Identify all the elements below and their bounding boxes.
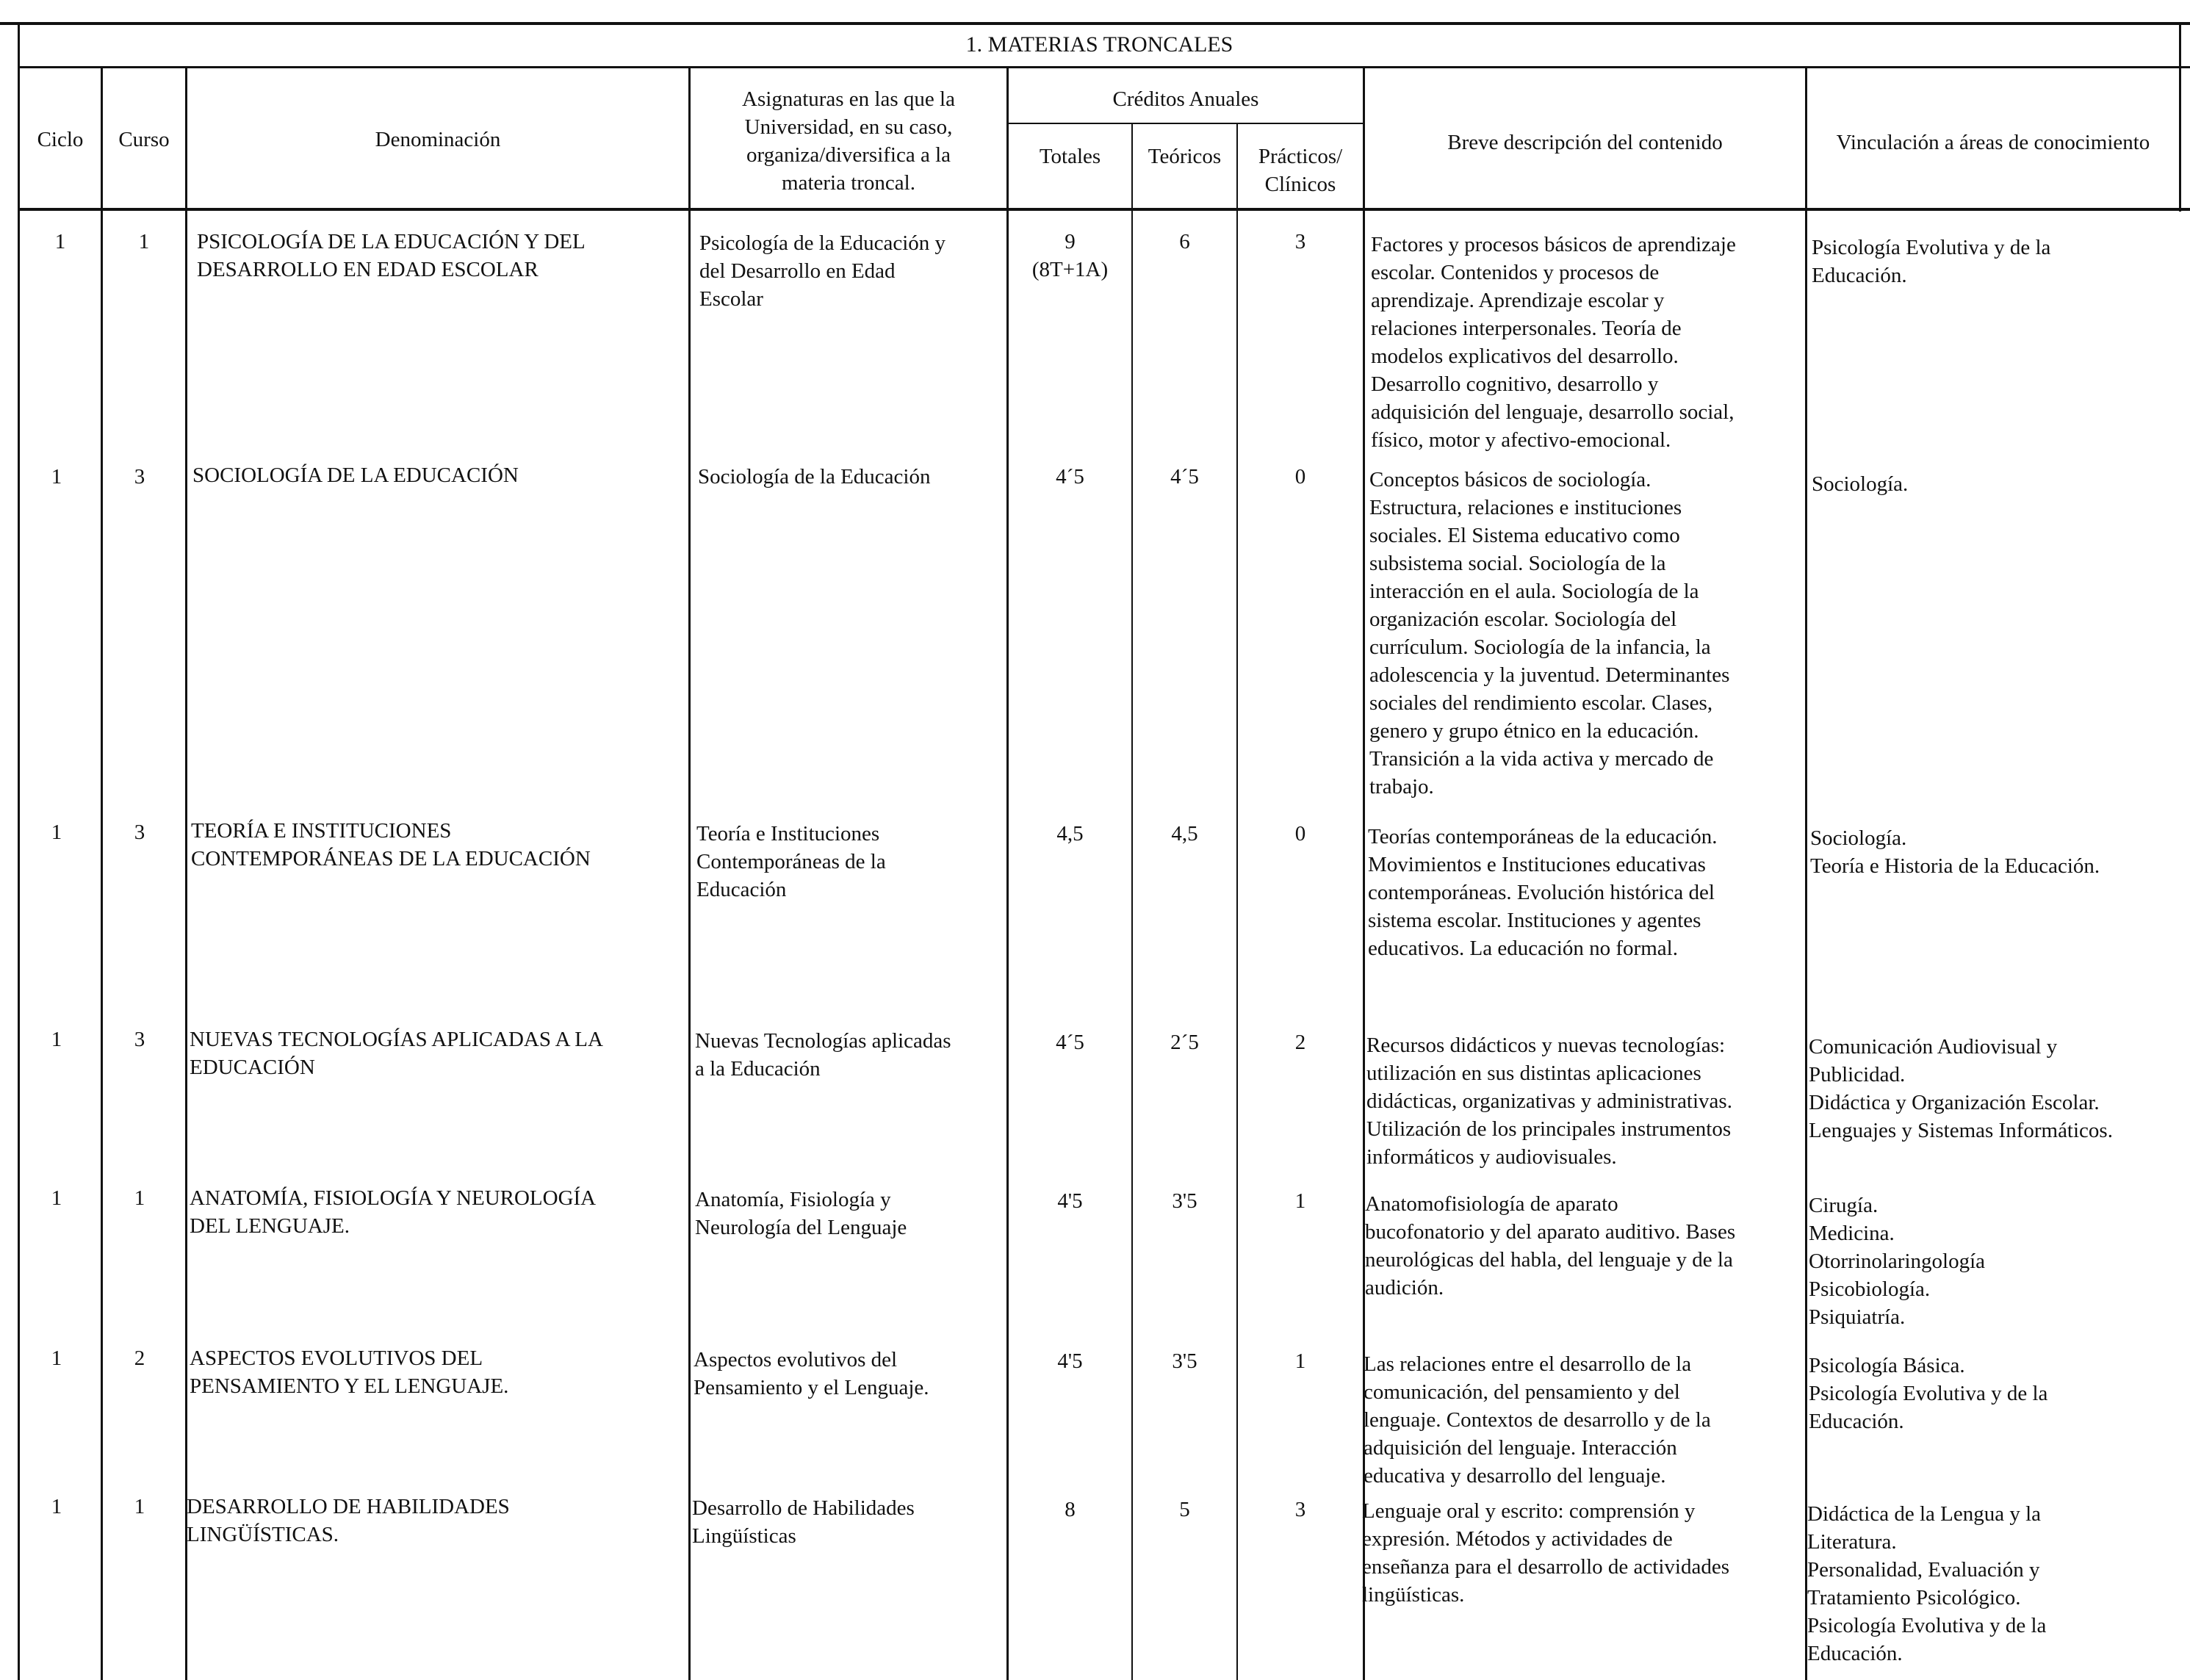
cell-vinculacion: Sociología. Teoría e Historia de la Educación. [1810,826,2100,878]
cell-descripcion: Conceptos básicos de sociología. Estructura, relaciones e instituciones sociales. El Sistema educativo como subsistema social. Sociología de la interacción en el aula. Sociología de la organización escolar. Sociología del currículum. Sociología de la infancia, la adolescencia y la juventud. Determinantes sociales del rendimiento escolar. Clases, genero y grupo étnico en la educación. Transición a la vida activa y mercado de trabajo. [1369,468,1730,798]
cell-practicos: 3 [1294,1498,1306,1521]
header-bottom-rule [18,208,2190,211]
cell-ciclo: 1 [51,1028,62,1051]
cell-totales: 4'5 [1057,1189,1083,1213]
cell-vinculacion: Didáctica de la Lengua y la Literatura. Personalidad, Evaluación y Tratamiento Psicológico. Psicología Evolutiva y de la Educación. [1807,1502,2047,1665]
cell-asignatura: Desarrollo de Habilidades Lingüísticas [692,1496,915,1548]
cell-teoricos: 2´5 [1170,1031,1199,1054]
header-vinculacion: Vinculación a áreas de conocimiento [1836,131,2150,154]
cell-totales: 4´5 [1056,465,1084,489]
cell-descripcion: Las relaciones entre el desarrollo de la comunicación, del pensamiento y del lenguaje. Contextos de desarrollo y de la adquisición del lenguaje. Interacción educativa y desarrollo del lenguaje. [1364,1352,1711,1488]
cell-totales: 4´5 [1056,1031,1084,1054]
cell-descripcion: Lenguaje oral y escrito: comprensión y expresión. Métodos y actividades de enseñanza para el desarrollo de actividades lingüísticas. [1362,1499,1729,1607]
cell-totales: 8 [1065,1498,1076,1521]
cell-ciclo: 1 [51,465,62,489]
cell-denominacion: NUEVAS TECNOLOGÍAS APLICADAS A LA EDUCACIÓN [190,1028,603,1079]
cell-ciclo: 1 [51,821,62,844]
cell-curso: 3 [134,821,145,844]
cell-asignatura: Teoría e Instituciones Contemporáneas de la Educación [696,822,886,901]
cell-teoricos: 3'5 [1172,1189,1197,1213]
cell-practicos: 0 [1294,465,1306,489]
cell-ciclo: 1 [54,230,66,253]
header-denominacion: Denominación [375,128,501,151]
cell-denominacion: PSICOLOGÍA DE LA EDUCACIÓN Y DEL DESARROLLO EN EDAD ESCOLAR [197,230,586,281]
cell-vinculacion: Comunicación Audiovisual y Publicidad. Didáctica y Organización Escolar. Lenguajes y Sistemas Informáticos. [1809,1035,2113,1142]
cell-totales: 4'5 [1057,1349,1083,1373]
header-descripcion: Breve descripción del contenido [1447,131,1723,154]
cell-vinculacion: Psicología Básica. Psicología Evolutiva y de la Educación. [1809,1354,2048,1433]
col-divider-denominacion [688,67,691,1680]
cell-asignatura: Aspectos evolutivos del Pensamiento y el Lenguaje. [694,1348,929,1399]
cell-asignatura: Nuevas Tecnologías aplicadas a la Educación [695,1029,951,1081]
cell-practicos: 0 [1294,822,1306,846]
cell-curso: 1 [134,1186,145,1210]
credits-subheader-rule [1006,123,1363,124]
header-practicos: Prácticos/ Clínicos [1258,145,1343,196]
cell-descripcion: Factores y procesos básicos de aprendizaje escolar. Contenidos y procesos de aprendizaje. Aprendizaje escolar y relaciones interpersonales. Teoría de modelos explicativos del desarrollo. Desarrollo cognitivo, desarrollo y adquisición del lenguaje, desarrollo social, físico, motor y afectivo-emocional. [1371,233,1736,452]
col-divider-ciclo [101,67,103,1680]
cell-curso: 3 [134,465,145,489]
header-ciclo: Ciclo [37,128,84,151]
header-creditos-anuales: Créditos Anuales [1112,87,1259,111]
cell-practicos: 1 [1294,1189,1306,1213]
cell-denominacion: ASPECTOS EVOLUTIVOS DEL PENSAMIENTO Y EL LENGUAJE. [190,1346,509,1398]
cell-curso: 2 [134,1346,145,1370]
col-divider-curso [185,67,187,1680]
cell-denominacion: ANATOMÍA, FISIOLOGÍA Y NEUROLOGÍA DEL LENGUAJE. [190,1186,597,1238]
cell-teoricos: 3'5 [1172,1349,1197,1373]
cell-descripcion: Anatomofisiología de aparato bucofonatorio y del aparato auditivo. Bases neurológicas del habla, del lenguaje y de la audición. [1365,1192,1736,1299]
cell-practicos: 1 [1294,1349,1306,1373]
col-divider-totales [1131,123,1133,1680]
cell-denominacion: SOCIOLOGÍA DE LA EDUCACIÓN [192,464,519,487]
cell-descripcion: Teorías contemporáneas de la educación. Movimientos e Instituciones educativas contemporáneas. Evolución histórica del sistema escolar. Instituciones y agentes educativos. La educación no formal. [1368,825,1718,960]
cell-descripcion: Recursos didácticos y nuevas tecnologías: utilización en sus distintas aplicaciones didácticas, organizativas y administrativas. Utilización de los principales instrumentos informáticos y audiovisuales. [1366,1034,1732,1169]
cell-vinculacion: Sociología. [1812,472,1909,496]
cell-asignatura: Psicología de la Educación y del Desarrollo en Edad Escolar [699,231,946,311]
header-asignaturas: Asignaturas en las que la Universidad, en su caso, organiza/diversifica a la materia troncal. [742,87,955,195]
cell-teoricos: 5 [1179,1498,1190,1521]
cell-ciclo: 1 [51,1495,62,1518]
cell-vinculacion: Cirugía. Medicina. Otorrinolaringología Psicobiología. Psiquiatría. [1809,1194,1986,1329]
header-curso: Curso [118,128,170,151]
left-border [18,22,20,1680]
col-divider-asignaturas [1006,67,1009,1680]
header-totales: Totales [1039,145,1101,168]
cell-teoricos: 4,5 [1171,822,1198,846]
cell-denominacion: DESARROLLO DE HABILIDADES LINGÜÍSTICAS. [187,1495,510,1546]
cell-practicos: 3 [1294,230,1306,253]
top-rule [0,22,2190,25]
cell-asignatura: Sociología de la Educación [698,465,931,489]
cell-curso: 3 [134,1028,145,1051]
cell-curso: 1 [138,230,150,253]
col-divider-teoricos [1236,123,1238,1680]
cell-ciclo: 1 [51,1346,62,1370]
cell-totales: 9 (8T+1A) [1031,230,1109,281]
cell-ciclo: 1 [51,1186,62,1210]
cell-teoricos: 4´5 [1170,465,1199,489]
table-title: 1. MATERIAS TRONCALES [965,32,1233,57]
right-border [2179,22,2181,212]
cell-totales: 4,5 [1056,822,1084,846]
cell-vinculacion: Psicología Evolutiva y de la Educación. [1812,236,2051,287]
cell-curso: 1 [134,1495,145,1518]
col-divider-descripcion [1805,67,1807,1680]
title-bottom-rule [18,66,2190,68]
header-teoricos: Teóricos [1148,145,1222,168]
cell-asignatura: Anatomía, Fisiología y Neurología del Lenguaje [695,1188,907,1239]
cell-denominacion: TEORÍA E INSTITUCIONES CONTEMPORÁNEAS DE LA EDUCACIÓN [191,819,591,870]
cell-practicos: 2 [1294,1031,1306,1054]
cell-teoricos: 6 [1179,230,1190,253]
